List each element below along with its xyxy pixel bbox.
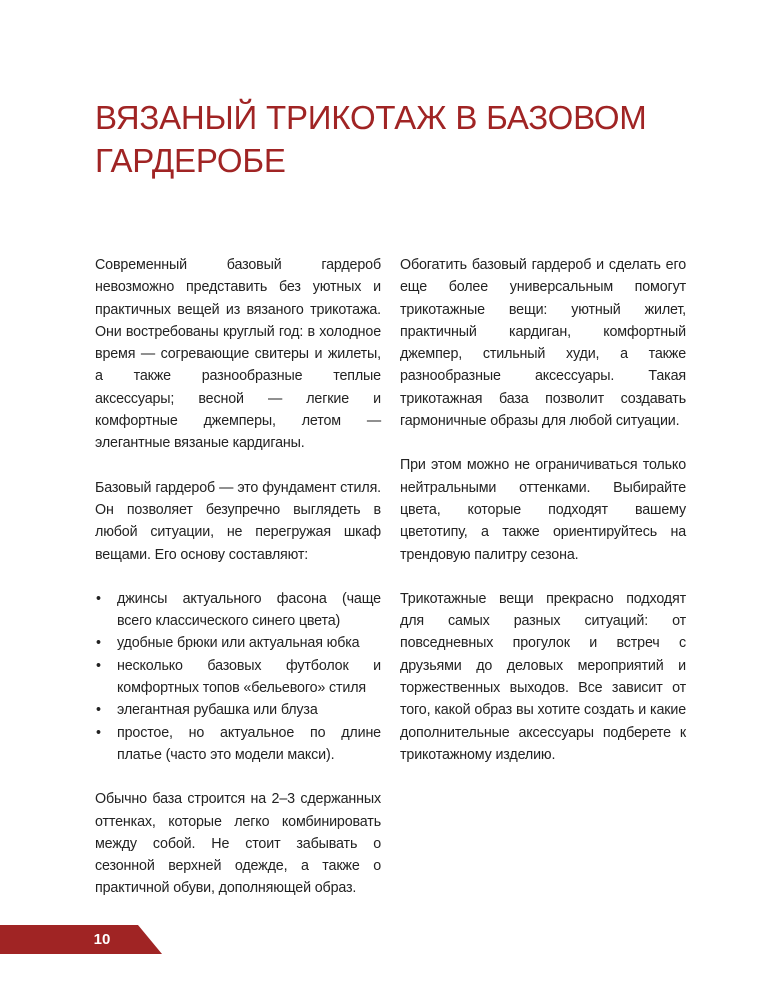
bullet-icon: •	[96, 657, 101, 674]
bullet-icon: •	[96, 724, 101, 741]
enrich-paragraph: Обогатить базовый гардероб и сделать его еще более универсальным помогут трикотажные вещи: уютный жилет, практичный кардиган, комфортный джемпер, стильный худи, а также разнообразные аксессуары. Такая трикотажная база позволит создавать гармоничные образы для любой ситуации.	[400, 257, 686, 430]
list-item	[95, 722, 381, 767]
list-item	[95, 632, 381, 654]
palette-paragraph: Обычно база строится на 2–3 сдержанных оттенках, которые легко комбинировать между собой. Не стоит забывать о сезонной верхней одежде, а также о практичной обуви, дополняющей образ.	[95, 791, 381, 897]
wardrobe-list	[95, 588, 381, 766]
list-item	[95, 588, 381, 633]
foundation-paragraph: Базовый гардероб — это фундамент стиля. Он позволяет безупречно выглядеть в любой ситуации, не перегружая шкаф вещами. Его основу составляют:	[95, 479, 381, 563]
list-item-text: джинсы актуального фасона (чаще всего классического синего цвета)	[117, 590, 381, 630]
bullet-icon: •	[96, 635, 101, 652]
list-item	[95, 655, 381, 700]
page-tab-shape	[0, 925, 162, 954]
left-column	[95, 254, 381, 922]
occasions-paragraph: Трикотажные вещи прекрасно подходят для самых разных ситуаций: от повседневных прогулок и встреч с друзьями до деловых мероприятий и торжественных выходов. Все зависит от того, какой образ вы хотите создать и какие дополнительные аксессуары подберете к трикотажному изделию.	[400, 590, 686, 763]
color-paragraph: При этом можно не ограничиваться только нейтральными оттенками. Выбирайте цвета, которые подходят вашему цветотипу, а также ориентируйтесь на трендовую палитру сезона.	[400, 457, 686, 563]
intro-paragraph: Современный базовый гардероб невозможно представить без уютных и практичных вещей из вязаного трикотажа. Они востребованы круглый год: в холодное время — согревающие свитеры и жилеты, а также разнообразные теплые аксессуары; весной — легкие и комфортные джемперы, летом — элегантные вязаные кардиганы.	[95, 257, 381, 452]
page-number: 10	[93, 931, 111, 948]
list-item-text: простое, но актуальное по длине платье (часто это модели макси).	[117, 724, 381, 763]
bullet-icon: •	[96, 702, 101, 719]
page-tab-fill	[0, 925, 162, 954]
list-item-text: несколько базовых футболок и комфортных топов «бельевого» стиля	[117, 657, 381, 697]
page-title: ВЯЗАНЫЙ ТРИКОТАЖ В БАЗОВОМ ГАРДЕРОБЕ	[95, 99, 647, 179]
page-number-tab	[0, 925, 162, 954]
list-item-text: элегантная рубашка или блуза	[117, 702, 318, 719]
list-item-text: удобные брюки или актуальная юбка	[117, 635, 360, 652]
list-item	[95, 699, 381, 721]
bullet-icon: •	[96, 590, 101, 607]
right-column	[400, 254, 686, 788]
